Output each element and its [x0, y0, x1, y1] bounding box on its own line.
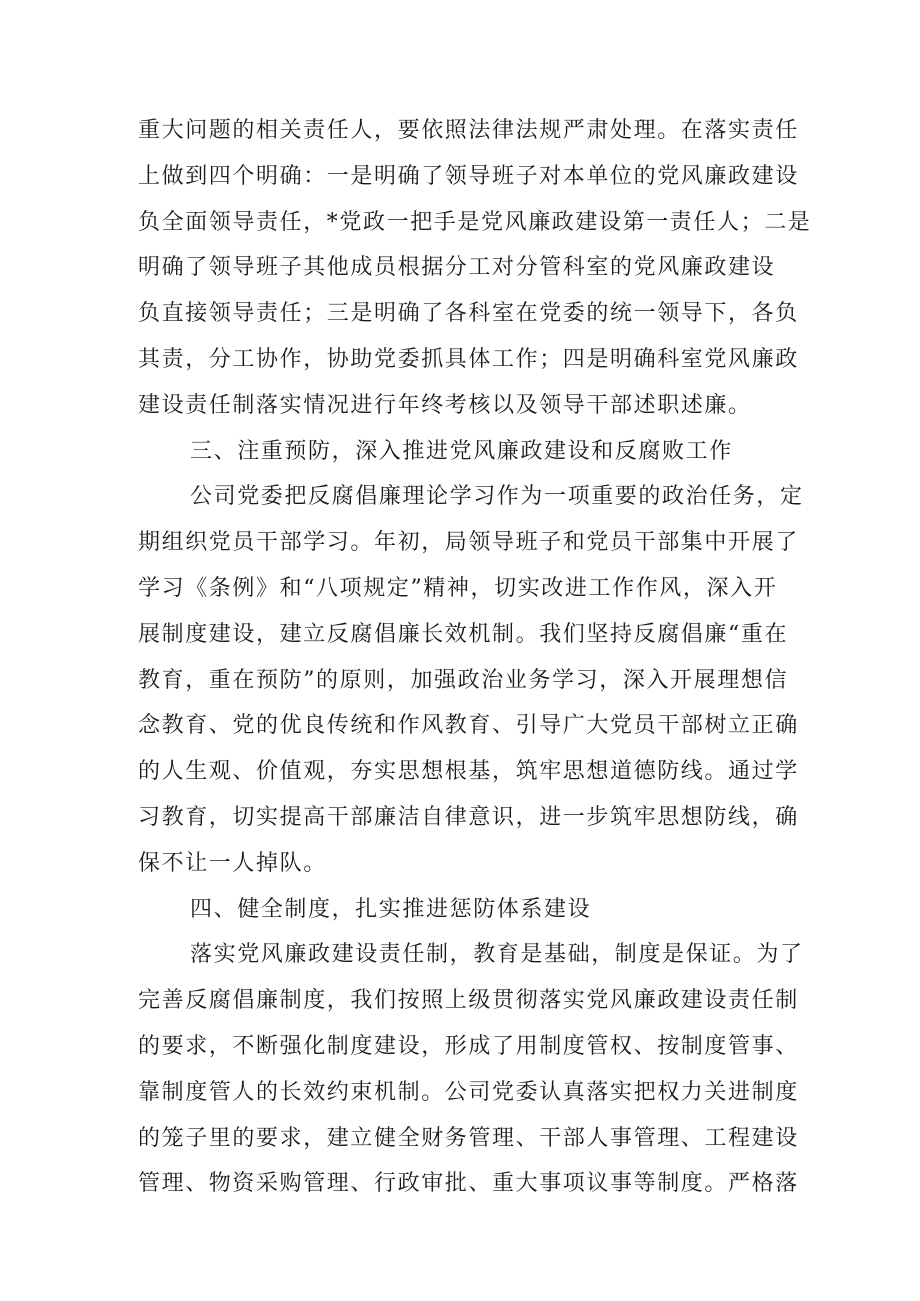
body-line: 展制度建设，建立反腐倡廉长效机制。我们坚持反腐倡廉“重在: [138, 621, 789, 647]
section-heading-4: 四、健全制度，扎实推进惩防体系建设: [190, 896, 592, 922]
body-line: 保不让一人掉队。: [138, 850, 327, 876]
section-heading-3: 三、注重预防，深入推进党风廉政建设和反腐败工作: [190, 438, 733, 464]
body-line: 其责，分工协作，协助党委抓具体工作；四是明确科室党风廉政: [138, 346, 799, 372]
body-line: 的人生观、价值观，夯实思想根基，筑牢思想道德防线。通过学: [138, 759, 799, 785]
body-line: 负直接领导责任；三是明确了各科室在党委的统一领导下，各负: [138, 301, 799, 327]
body-line: 完善反腐倡廉制度，我们按照上级贯彻落实党风廉政建设责任制: [138, 988, 799, 1014]
body-line: 期组织党员干部学习。年初，局领导班子和党员干部集中开展了: [138, 530, 799, 556]
body-line: 建设责任制落实情况进行年终考核以及领导干部述职述廉。: [138, 392, 752, 418]
body-line: 教育，重在预防”的原则，加强政治业务学习，深入开展理想信: [138, 667, 789, 693]
paragraph-start-line: 公司党委把反腐倡廉理论学习作为一项重要的政治任务，定: [190, 484, 804, 510]
body-line: 负全面领导责任，*党政一把手是党风廉政建设第一责任人；二是: [138, 209, 812, 235]
body-line: 靠制度管人的长效约束机制。公司党委认真落实把权力关进制度: [138, 1079, 799, 1105]
paragraph-start-line: 落实党风廉政建设责任制，教育是基础，制度是保证。为了: [190, 942, 804, 968]
body-line: 明确了领导班子其他成员根据分工对分管科室的党风廉政建设: [138, 255, 776, 281]
body-line: 重大问题的相关责任人，要依照法律法规严肃处理。在落实责任: [138, 118, 799, 143]
body-line: 念教育、党的优良传统和作风教育、引导广大党员干部树立正确: [138, 713, 799, 739]
body-line: 的笼子里的要求，建立健全财务管理、干部人事管理、工程建设: [138, 1125, 799, 1151]
body-line: 学习《条例》和“八项规定”精神，切实改进工作作风，深入开: [138, 575, 778, 601]
body-line: 习教育，切实提高干部廉洁自律意识，进一步筑牢思想防线，确: [138, 804, 799, 830]
body-line: 上做到四个明确：一是明确了领导班子对本单位的党风廉政建设: [138, 163, 799, 189]
document-body: [138, 108, 812, 1207]
body-line: 的要求，不断强化制度建设，形成了用制度管权、按制度管事、: [138, 1033, 799, 1059]
body-line: 管理、物资采购管理、行政审批、重大事项议事等制度。严格落: [138, 1171, 799, 1197]
